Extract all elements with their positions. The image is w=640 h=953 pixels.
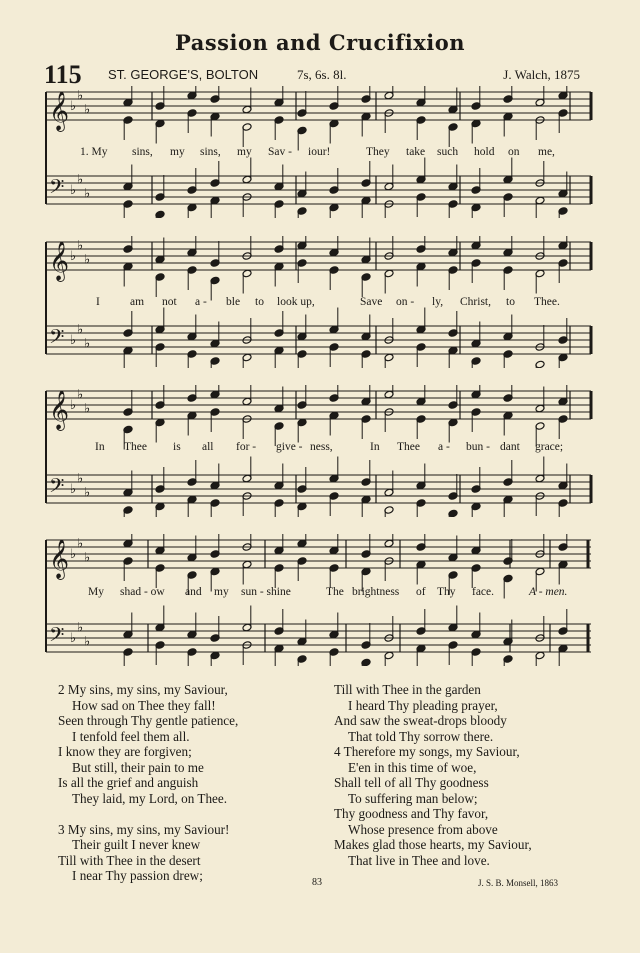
verse-line: Shall tell of all Thy goodness <box>334 775 489 790</box>
flat-icon: ♭ <box>77 620 84 636</box>
lyric-line-3 <box>40 441 596 457</box>
lyric-syllable: They <box>366 146 390 158</box>
lyric-syllable: sun - shine <box>241 586 291 598</box>
lyric-syllable: 1. My <box>80 146 108 158</box>
lyric-syllable: ness, <box>310 441 333 453</box>
music-system-4 <box>40 534 596 666</box>
lyric-syllable: all <box>202 441 214 453</box>
lyric-syllable: am <box>130 296 145 308</box>
lyric-syllable: and <box>185 586 202 598</box>
lyric-syllable: Save <box>360 296 383 308</box>
verse-line: They laid, my Lord, on Thee. <box>72 790 228 806</box>
flat-icon: ♭ <box>77 387 84 403</box>
flat-icon: ♭ <box>77 238 84 254</box>
composer: J. Walch, 1875 <box>503 67 580 82</box>
bass-clef-icon: 𝄢 <box>49 325 65 353</box>
flat-icon: ♭ <box>77 471 84 487</box>
verse-line: How sad on Thee they fall! <box>72 697 216 713</box>
tune-name: ST. GEORGE'S, BOLTON <box>108 67 259 82</box>
flat-icon: ♭ <box>70 99 77 114</box>
lyric-syllable: In <box>370 441 380 453</box>
lyric-syllable: take <box>406 146 426 158</box>
lyric-syllable: such <box>437 146 459 158</box>
lyric-syllable: is <box>173 441 181 453</box>
flat-icon: ♭ <box>84 401 91 417</box>
flat-icon: ♭ <box>70 183 77 198</box>
verse-line: But still, their pain to me <box>72 759 204 775</box>
treble-clef-icon: 𝄞 <box>49 91 70 131</box>
music-system-1 <box>40 86 596 218</box>
lyric-syllable: bun - <box>466 441 490 453</box>
lyric-syllable: for - <box>236 441 257 453</box>
flat-icon: ♭ <box>77 172 84 188</box>
lyric-syllable: my <box>170 146 185 158</box>
lyric-syllable: look up, <box>277 296 315 308</box>
lyric-syllable: In <box>95 441 105 453</box>
lyric-syllable: iour! <box>308 146 331 158</box>
lyric-syllable: Thee <box>124 441 147 453</box>
lyric-syllable: a - <box>195 296 207 308</box>
page-number: 83 <box>312 877 322 888</box>
lyric-syllable: to <box>506 296 515 308</box>
flat-icon: ♭ <box>84 186 91 202</box>
verse-line: I know they are forgiven; <box>58 744 192 759</box>
treble-clef-icon: 𝄞 <box>49 539 70 579</box>
lyric-syllable: Christ, <box>460 296 491 308</box>
lyric-line-2 <box>40 296 596 312</box>
lyric-syllable: ly, <box>432 296 444 308</box>
flat-icon: ♭ <box>84 550 91 566</box>
verse-line: 3 My sins, my sins, my Saviour! <box>58 821 230 837</box>
verse-line: Their guilt I never knew <box>72 837 201 852</box>
meter: 7s, 6s. 8l. <box>297 67 347 82</box>
lyric-syllable: of <box>416 586 426 598</box>
hymn-header <box>44 62 580 88</box>
music-system-2 <box>40 236 596 368</box>
verse-line: I tenfold feel them all. <box>72 728 190 744</box>
verse-line: That told Thy sorrow there. <box>348 728 494 744</box>
lyric-syllable: My <box>88 586 104 598</box>
verse-line: 2 My sins, my sins, my Saviour, <box>58 682 228 697</box>
flat-icon: ♭ <box>84 336 91 352</box>
verse-line: Makes glad those hearts, my Saviour, <box>334 837 532 852</box>
flat-icon: ♭ <box>70 333 77 348</box>
verse-line: Seen through Thy gentle patience, <box>58 713 239 728</box>
verse-line: That live in Thee and love. <box>348 852 490 868</box>
flat-icon: ♭ <box>70 631 77 646</box>
verse-line: Till with Thee in the desert <box>58 852 201 868</box>
lyric-syllable: face. <box>472 586 495 598</box>
music-system-3 <box>40 385 596 517</box>
flat-icon: ♭ <box>84 634 91 650</box>
verse-line: To suffering man below; <box>348 790 478 806</box>
verse-line: I heard Thy pleading prayer, <box>348 697 498 713</box>
lyric-syllable: a - <box>438 441 450 453</box>
lyric-line-1 <box>40 146 596 162</box>
flat-icon: ♭ <box>70 249 77 264</box>
flat-icon: ♭ <box>84 485 91 501</box>
lyric-syllable: my <box>214 586 229 598</box>
lyric-syllable: my <box>237 146 252 158</box>
author-credit: J. S. B. Monsell, 1863 <box>478 878 559 888</box>
lyric-syllable: me, <box>538 146 555 158</box>
flat-icon: ♭ <box>84 252 91 268</box>
bass-clef-icon: 𝄢 <box>49 474 65 502</box>
lyric-syllable: hold <box>474 146 495 158</box>
verse-line: Whose presence from above <box>348 821 498 837</box>
lyric-line-4 <box>40 586 596 602</box>
verse-line: 4 Therefore my songs, my Saviour, <box>334 744 520 759</box>
flat-icon: ♭ <box>84 102 91 118</box>
flat-icon: ♭ <box>70 547 77 562</box>
flat-icon: ♭ <box>77 88 84 104</box>
verse-line: Is all the grief and anguish <box>58 775 199 790</box>
lyric-syllable: not <box>162 296 177 308</box>
verse-line: And saw the sweat-drops bloody <box>334 713 507 728</box>
lyric-syllable: The <box>326 586 344 598</box>
flat-icon: ♭ <box>70 398 77 413</box>
section-title: Passion and Crucifixion <box>174 30 465 55</box>
lyric-syllable: brightness <box>352 586 400 598</box>
lyric-syllable: A - men. <box>529 586 568 598</box>
lyric-syllable: I <box>96 296 100 308</box>
lyric-syllable: dant <box>500 441 520 453</box>
flat-icon: ♭ <box>77 322 84 338</box>
verse-line: Till with Thee in the garden <box>334 682 481 697</box>
lyric-syllable: to <box>255 296 264 308</box>
hymn-number: 115 <box>44 60 82 89</box>
bass-clef-icon: 𝄢 <box>49 175 65 203</box>
treble-clef-icon: 𝄞 <box>49 390 70 430</box>
bass-clef-icon: 𝄢 <box>49 623 65 651</box>
lyric-syllable: Thy <box>437 586 456 598</box>
lyric-syllable: ble <box>226 296 241 308</box>
flat-icon: ♭ <box>70 482 77 497</box>
flat-icon: ♭ <box>77 536 84 552</box>
lyric-syllable: sins, <box>200 146 221 158</box>
lyric-syllable: shad - ow <box>120 586 165 598</box>
lyric-syllable: Sav - <box>268 146 292 158</box>
lyric-syllable: on - <box>396 296 415 308</box>
verse-line: Thy goodness and Thy favor, <box>334 806 489 821</box>
lyric-syllable: on <box>508 146 520 158</box>
lyric-syllable: give - <box>276 441 303 453</box>
verse-line: I near Thy passion drew; <box>72 868 203 883</box>
lyric-syllable: Thee. <box>534 296 560 308</box>
lyric-syllable: sins, <box>132 146 153 158</box>
lyric-syllable: Thee <box>397 441 420 453</box>
lyric-syllable: grace; <box>535 441 564 453</box>
treble-clef-icon: 𝄞 <box>49 241 70 281</box>
verse-line: E'en in this time of woe, <box>348 759 477 775</box>
